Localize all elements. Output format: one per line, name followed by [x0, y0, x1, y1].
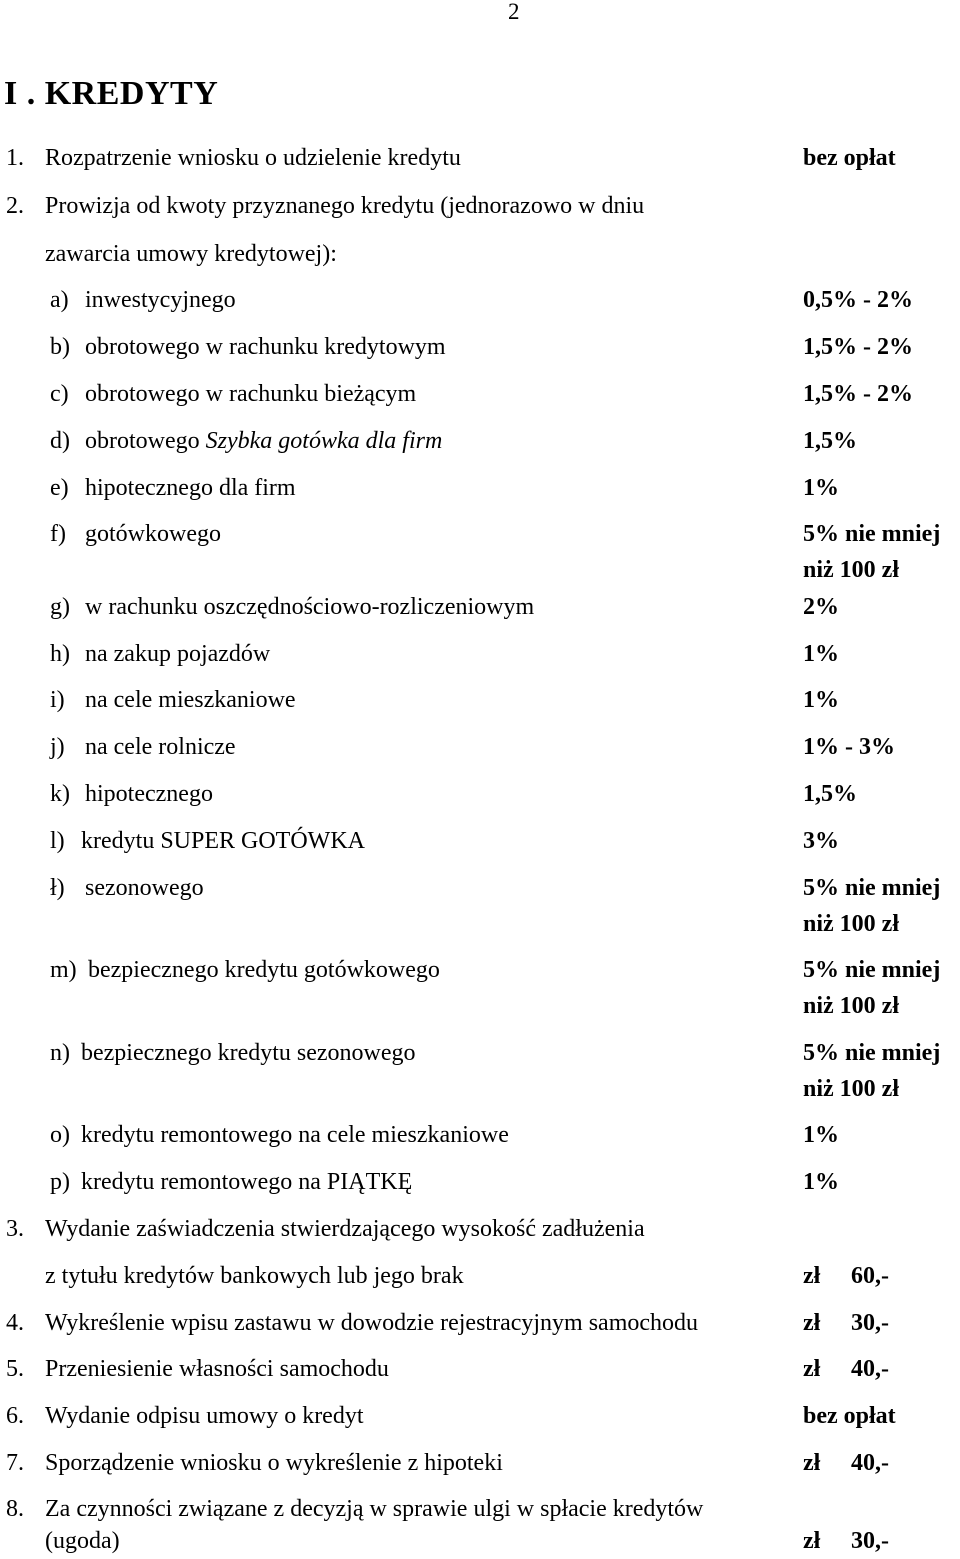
sub-item-l	[0, 825, 960, 857]
fee-item-6	[0, 1400, 960, 1432]
sub-item-f	[0, 518, 960, 583]
sub-item-value: 5% nie mniej	[803, 521, 941, 547]
item-currency: zł	[803, 1528, 821, 1554]
sub-item-value-line2: niż 100 zł	[803, 911, 899, 937]
sub-item-letter: f)	[50, 521, 66, 547]
sub-item-text: kredytu remontowego na PIĄTKĘ	[81, 1169, 413, 1195]
sub-item-text: kredytu remontowego na cele mieszkaniowe	[81, 1122, 509, 1148]
sub-item-value: 1%	[803, 641, 839, 667]
item-text: Sporządzenie wniosku o wykreślenie z hipoteki	[45, 1450, 503, 1476]
sub-item-letter: ł)	[50, 875, 65, 901]
item-number: 6.	[6, 1403, 24, 1429]
item-text: z tytułu kredytów bankowych lub jego brak	[45, 1263, 464, 1289]
sub-item-value-line2: niż 100 zł	[803, 557, 899, 583]
fee-item-1	[0, 142, 960, 174]
sub-item-value: 1%	[803, 1169, 839, 1195]
fee-item-7	[0, 1447, 960, 1479]
item-text: Rozpatrzenie wniosku o udzielenie kredytu	[45, 145, 461, 171]
sub-item-value: 2%	[803, 594, 839, 620]
sub-item-i	[0, 684, 960, 716]
item-amount: 40,-	[851, 1450, 889, 1476]
item-number: 2.	[6, 193, 24, 219]
sub-item-letter: l)	[50, 828, 65, 854]
item-number: 8.	[6, 1496, 24, 1522]
fee-item-2-continuation	[0, 238, 960, 270]
sub-item-letter: j)	[50, 734, 65, 760]
sub-item-n	[0, 1037, 960, 1102]
sub-item-text: sezonowego	[85, 875, 204, 901]
sub-item-text: na cele mieszkaniowe	[85, 687, 296, 713]
sub-item-text: na cele rolnicze	[85, 734, 236, 760]
sub-item-g	[0, 591, 960, 623]
item-text: Przeniesienie własności samochodu	[45, 1356, 389, 1382]
item-currency: zł	[803, 1263, 821, 1289]
sub-item-d	[0, 425, 960, 457]
sub-item-text: obrotowego w rachunku bieżącym	[85, 381, 417, 407]
item-text: Wydanie odpisu umowy o kredyt	[45, 1403, 364, 1429]
item-number: 3.	[6, 1216, 24, 1242]
sub-item-text: na zakup pojazdów	[85, 641, 271, 667]
sub-item-text: gotówkowego	[85, 521, 221, 547]
sub-item-value: 1%	[803, 475, 839, 501]
sub-item-text: inwestycyjnego	[85, 287, 236, 313]
fee-item-8	[0, 1493, 960, 1525]
item-currency: zł	[803, 1356, 821, 1382]
sub-item-letter: i)	[50, 687, 65, 713]
item-number: 7.	[6, 1450, 24, 1476]
sub-item-letter: g)	[50, 594, 70, 620]
item-text: (ugoda)	[45, 1528, 120, 1554]
sub-item-value: 1,5%	[803, 428, 857, 454]
fee-item-2	[0, 190, 960, 222]
item-amount: 30,-	[851, 1528, 889, 1554]
sub-item-value: 1,5% - 2%	[803, 381, 913, 407]
sub-item-h	[0, 638, 960, 670]
sub-item-letter: k)	[50, 781, 70, 807]
fee-item-3-continuation	[0, 1260, 960, 1292]
sub-item-value: 1%	[803, 687, 839, 713]
sub-item-value: 1,5% - 2%	[803, 334, 913, 360]
sub-item-text: hipotecznego dla firm	[85, 475, 296, 501]
sub-item-c	[0, 378, 960, 410]
sub-item-letter: n)	[50, 1040, 70, 1066]
page-number: 2	[508, 0, 520, 24]
fee-item-3	[0, 1213, 960, 1245]
item-amount: 40,-	[851, 1356, 889, 1382]
sub-item-value: 1%	[803, 1122, 839, 1148]
sub-item-product-name: Szybka gotówka dla firm	[205, 428, 443, 454]
sub-item-b	[0, 331, 960, 363]
fee-item-8-continuation	[0, 1525, 960, 1557]
sub-item-letter: m)	[50, 957, 77, 983]
item-currency: zł	[803, 1450, 821, 1476]
sub-item-k	[0, 778, 960, 810]
item-text: Wydanie zaświadczenia stwierdzającego wysokość zadłużenia	[45, 1216, 645, 1242]
sub-item-text: kredytu SUPER GOTÓWKA	[81, 828, 365, 854]
sub-item-value: 0,5% - 2%	[803, 287, 913, 313]
sub-item-value-line2: niż 100 zł	[803, 1076, 899, 1102]
sub-item-a	[0, 284, 960, 316]
sub-item-letter: a)	[50, 287, 69, 313]
item-text: zawarcia umowy kredytowej):	[45, 241, 337, 267]
sub-item-e	[0, 472, 960, 504]
item-currency: zł	[803, 1310, 821, 1336]
sub-item-p	[0, 1166, 960, 1198]
item-value: bez opłat	[803, 1403, 896, 1429]
item-number: 5.	[6, 1356, 24, 1382]
sub-item-m	[0, 954, 960, 1019]
item-number: 4.	[6, 1310, 24, 1336]
sub-item-text: hipotecznego	[85, 781, 213, 807]
sub-item-letter: d)	[50, 428, 70, 454]
item-number: 1.	[6, 145, 24, 171]
item-value: bez opłat	[803, 145, 896, 171]
sub-item-text: bezpiecznego kredytu sezonowego	[81, 1040, 416, 1066]
sub-item-letter: b)	[50, 334, 70, 360]
sub-item-j	[0, 731, 960, 763]
sub-item-value: 5% nie mniej	[803, 875, 941, 901]
sub-item-value: 5% nie mniej	[803, 1040, 941, 1066]
sub-item-text: obrotowego w rachunku kredytowym	[85, 334, 446, 360]
item-amount: 30,-	[851, 1310, 889, 1336]
sub-item-value: 5% nie mniej	[803, 957, 941, 983]
sub-item-text: obrotowego	[85, 428, 206, 454]
fee-item-4	[0, 1307, 960, 1339]
fee-item-5	[0, 1353, 960, 1385]
sub-item-letter: e)	[50, 475, 69, 501]
sub-item-value-line2: niż 100 zł	[803, 993, 899, 1019]
sub-item-letter: h)	[50, 641, 70, 667]
section-heading: I . KREDYTY	[4, 75, 219, 112]
item-amount: 60,-	[851, 1263, 889, 1289]
sub-item-value: 1% - 3%	[803, 734, 895, 760]
item-text: Prowizja od kwoty przyznanego kredytu (jednorazowo w dniu	[45, 193, 645, 219]
sub-item-value: 1,5%	[803, 781, 857, 807]
sub-item-o	[0, 1119, 960, 1151]
sub-item-l-stroke	[0, 872, 960, 937]
item-text: Za czynności związane z decyzją w sprawie ulgi w spłacie kredytów	[45, 1496, 704, 1522]
sub-item-letter: o)	[50, 1122, 70, 1148]
item-text: Wykreślenie wpisu zastawu w dowodzie rejestracyjnym samochodu	[45, 1310, 699, 1336]
sub-item-value: 3%	[803, 828, 839, 854]
sub-item-letter: p)	[50, 1169, 70, 1195]
sub-item-text: w rachunku oszczędnościowo-rozliczeniowym	[85, 594, 535, 620]
sub-item-text: bezpiecznego kredytu gotówkowego	[88, 957, 440, 983]
sub-item-letter: c)	[50, 381, 69, 407]
